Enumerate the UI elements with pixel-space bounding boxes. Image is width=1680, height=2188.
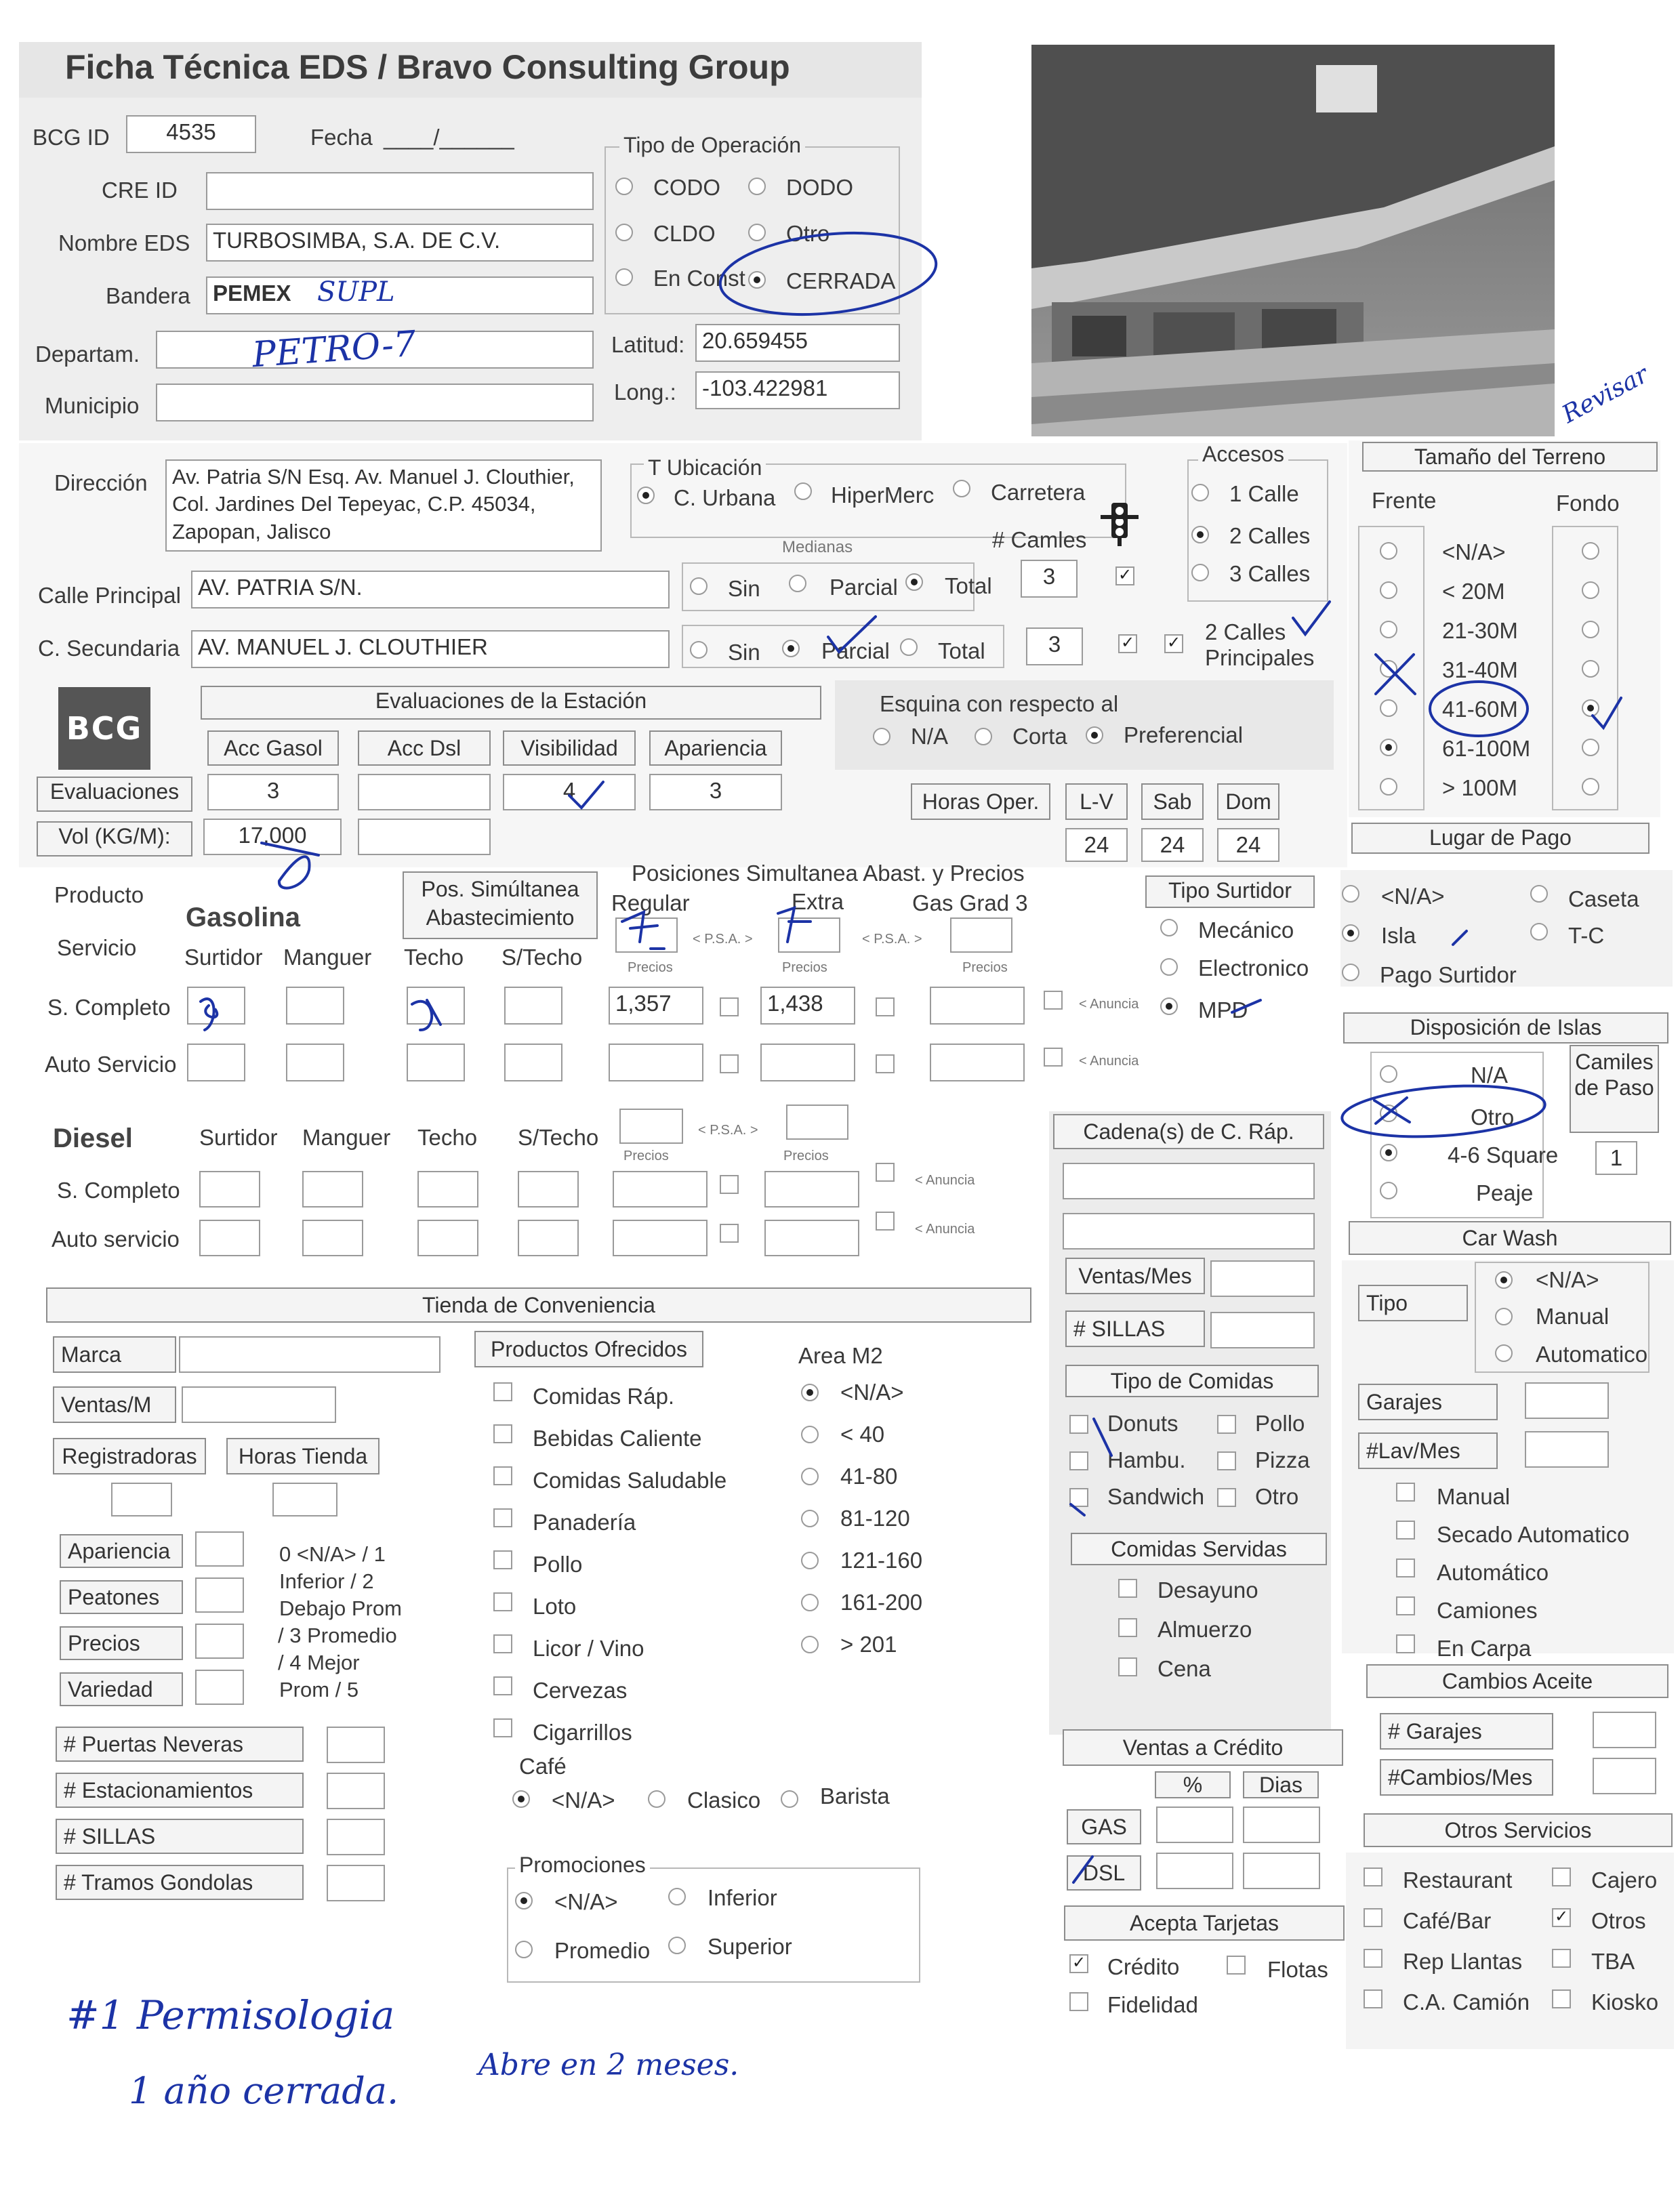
comida-label-3: Pizza bbox=[1255, 1447, 1310, 1472]
pos-simultanea-text: Pos. Simúltanea Abastecimiento bbox=[421, 877, 579, 930]
gas-col-1: Manguer bbox=[283, 945, 372, 970]
form-title: Ficha Técnica EDS / Bravo Consulting Group bbox=[65, 48, 790, 86]
cafe-title: Café bbox=[519, 1754, 567, 1779]
label-tarjeta-flotas: Flotas bbox=[1267, 1957, 1328, 1982]
latitud-label: Latitud: bbox=[611, 332, 685, 357]
frente-label: Frente bbox=[1372, 488, 1437, 513]
promo-title: Promociones bbox=[515, 1854, 650, 1876]
photo-note: Revisar bbox=[1557, 360, 1654, 429]
day-value-0[interactable]: 24 bbox=[1065, 828, 1128, 862]
tienda-count-label-2: # SILLAS bbox=[56, 1819, 304, 1854]
producto-label-2: Comidas Saludable bbox=[533, 1468, 727, 1493]
label-mpd: MPD bbox=[1198, 997, 1248, 1023]
eval-value-0[interactable]: 3 bbox=[207, 774, 339, 810]
principal-checkbox[interactable]: ✓ bbox=[1115, 566, 1134, 585]
vol-field[interactable]: 17,000 bbox=[203, 819, 342, 855]
gas-psa-2: < P.S.A. > bbox=[862, 932, 922, 947]
producto-label-4: Pollo bbox=[533, 1552, 583, 1577]
c-secundaria-field[interactable]: AV. MANUEL J. CLOUTHIER bbox=[191, 630, 670, 668]
evaluaciones-row-label: Evaluaciones bbox=[37, 777, 192, 812]
bandera-note: SUPL bbox=[317, 276, 395, 308]
productos-title: Productos Ofrecidos bbox=[474, 1331, 703, 1367]
cafe-label-2: Barista bbox=[820, 1783, 890, 1809]
calle-principal-label: Calle Principal bbox=[38, 583, 181, 608]
eval-value-3[interactable]: 3 bbox=[649, 774, 782, 810]
diesel-precios-2: Precios bbox=[783, 1149, 829, 1163]
area-label-6: > 201 bbox=[840, 1632, 897, 1657]
diesel-anuncia-0: < Anuncia bbox=[915, 1173, 975, 1188]
tienda-count-label-1: # Estacionamientos bbox=[56, 1773, 304, 1808]
gas-precios-regular: Precios bbox=[628, 960, 673, 975]
ventas-m-label: Ventas/M bbox=[53, 1386, 176, 1423]
cafe-label-0: <N/A> bbox=[552, 1788, 615, 1813]
label-carretera: Carretera bbox=[991, 480, 1086, 505]
long-label: Long.: bbox=[614, 379, 676, 405]
direccion-label: Dirección bbox=[54, 470, 148, 495]
principales-checkbox[interactable]: ✓ bbox=[1164, 634, 1183, 653]
comidas-servidas-title: Comidas Servidas bbox=[1071, 1533, 1327, 1565]
day-label-0: L-V bbox=[1065, 783, 1128, 820]
label-disp-na: N/A bbox=[1471, 1062, 1509, 1088]
label-tarjeta-credito: Crédito bbox=[1107, 1954, 1180, 1979]
diesel-col-2: Techo bbox=[417, 1125, 478, 1150]
label-principal-sin: Sin bbox=[728, 576, 760, 601]
credito-dias-label: Dias bbox=[1243, 1771, 1319, 1798]
label-en-const: En Const bbox=[653, 266, 745, 291]
gas-col-3: S/Techo bbox=[501, 945, 583, 970]
bcg-id-field[interactable]: 4535 bbox=[126, 115, 256, 153]
producto-label-5: Loto bbox=[533, 1594, 577, 1619]
secundaria-checkbox[interactable]: ✓ bbox=[1118, 634, 1137, 653]
area-label-3: 81-120 bbox=[840, 1506, 910, 1531]
cw-label-1: Secado Automatico bbox=[1437, 1522, 1630, 1547]
label-hipermerc: HiperMerc bbox=[831, 482, 935, 508]
bandera-field[interactable]: PEMEX bbox=[206, 276, 594, 314]
otros-label-2: Café/Bar bbox=[1403, 1908, 1492, 1933]
comida-label-2: Hambu. bbox=[1107, 1447, 1186, 1472]
departam-label: Departam. bbox=[35, 342, 140, 367]
grade-extra: Extra bbox=[792, 889, 844, 914]
servida-label-2: Cena bbox=[1157, 1656, 1211, 1681]
otros-label-7: Kiosko bbox=[1591, 1989, 1659, 2015]
gasolina-title: Gasolina bbox=[186, 903, 300, 932]
credito-row-label-0: GAS bbox=[1067, 1809, 1141, 1844]
sillas-label: # SILLAS bbox=[1065, 1310, 1205, 1347]
otros-check-3[interactable]: ✓ bbox=[1552, 1908, 1571, 1927]
gas-precios-extra: Precios bbox=[782, 960, 827, 975]
label-terreno-4: 41-60M bbox=[1442, 697, 1518, 722]
gas-anuncia-0: < Anuncia bbox=[1079, 997, 1139, 1012]
promo-label-1: Inferior bbox=[708, 1885, 777, 1910]
otros-label-0: Restaurant bbox=[1403, 1867, 1513, 1893]
label-c-urbana: C. Urbana bbox=[674, 485, 776, 510]
label-esquina-preferencial: Preferencial bbox=[1124, 722, 1244, 747]
eval-title: Evaluaciones de la Estación bbox=[201, 686, 821, 720]
diesel-col-1: Manguer bbox=[302, 1125, 391, 1150]
credito-title: Ventas a Crédito bbox=[1063, 1729, 1343, 1766]
gas-precios-gas3: Precios bbox=[962, 960, 1008, 975]
eval-col-1: Acc Dsl bbox=[358, 730, 491, 766]
gas-col-2: Techo bbox=[404, 945, 464, 970]
gas-col-0: Surtidor bbox=[184, 945, 263, 970]
cw-label-3: Camiones bbox=[1437, 1598, 1538, 1623]
fecha-value[interactable]: ____/______ bbox=[384, 125, 514, 150]
comida-label-1: Pollo bbox=[1255, 1411, 1305, 1436]
day-label-1: Sab bbox=[1141, 783, 1204, 820]
comida-label-5: Otro bbox=[1255, 1484, 1299, 1509]
label-terreno-3: 31-40M bbox=[1442, 657, 1518, 682]
tipo-comidas-title: Tipo de Comidas bbox=[1065, 1365, 1319, 1397]
label-codo: CODO bbox=[653, 175, 720, 200]
label-terreno-1: < 20M bbox=[1442, 579, 1505, 604]
long-field[interactable]: -103.422981 bbox=[695, 371, 900, 409]
producto-label-1: Bebidas Caliente bbox=[533, 1426, 702, 1451]
promo-label-0: <N/A> bbox=[554, 1889, 618, 1914]
comida-label-4: Sandwich bbox=[1107, 1484, 1205, 1509]
camiles-paso-text: Camiles de Paso bbox=[1574, 1050, 1654, 1100]
eval-value-2[interactable]: 4 bbox=[503, 774, 636, 810]
area-label-5: 161-200 bbox=[840, 1590, 923, 1615]
servida-label-0: Desayuno bbox=[1157, 1577, 1258, 1603]
municipio-label: Municipio bbox=[45, 393, 140, 418]
gas-row-label-0: S. Completo bbox=[47, 995, 171, 1020]
tienda-eval-label-3: Variedad bbox=[60, 1672, 183, 1706]
credito-pct-label: % bbox=[1155, 1771, 1231, 1798]
label-disp-peaje: Peaje bbox=[1476, 1180, 1534, 1205]
otros-label-4: Rep Llantas bbox=[1403, 1949, 1523, 1974]
area-label-2: 41-80 bbox=[840, 1464, 898, 1489]
label-mecanico: Mecánico bbox=[1198, 917, 1294, 943]
direccion-text: Av. Patria S/N Esq. Av. Manuel J. Clouthier, Col. Jardines Del Tepeyac, C.P. 45034, Zapopan, Jalisco bbox=[172, 465, 575, 543]
comida-label-0: Donuts bbox=[1107, 1411, 1179, 1436]
producto-label: Producto bbox=[54, 882, 144, 907]
tienda-scale-1: Inferior / 2 bbox=[279, 1569, 374, 1593]
label-disp-square: 4-6 Square bbox=[1448, 1142, 1559, 1168]
carwash-tipo-label: Tipo bbox=[1358, 1285, 1468, 1321]
diesel-psa: < P.S.A. > bbox=[698, 1123, 758, 1138]
tienda-title: Tienda de Conveniencia bbox=[46, 1287, 1031, 1323]
tienda-eval-label-2: Precios bbox=[60, 1626, 183, 1660]
note-1: #1 Permisologia bbox=[66, 1992, 395, 2038]
vol-label: Vol (KG/M): bbox=[37, 821, 192, 856]
label-terreno-0: <N/A> bbox=[1442, 539, 1506, 564]
esquina-title: Esquina con respecto al bbox=[880, 691, 1119, 716]
day-value-2[interactable]: 24 bbox=[1217, 828, 1279, 862]
bcg-id-label: BCG ID bbox=[33, 125, 110, 150]
cw-label-2: Automático bbox=[1437, 1560, 1549, 1585]
eval-col-3: Apariencia bbox=[649, 730, 782, 766]
label-cerrada: CERRADA bbox=[786, 268, 896, 293]
day-label-2: Dom bbox=[1217, 783, 1279, 820]
note-3: Abre en 2 meses. bbox=[478, 2048, 739, 2082]
pos-precios-label: Posiciones Simultanea Abast. y Precios bbox=[632, 861, 1025, 886]
label-3-calles: 3 Calles bbox=[1229, 561, 1311, 586]
label-cw-auto: Automatico bbox=[1536, 1342, 1648, 1367]
carwash-title: Car Wash bbox=[1349, 1221, 1671, 1255]
tienda-count-label-3: # Tramos Gondolas bbox=[56, 1865, 304, 1900]
label-disp-otro: Otro bbox=[1471, 1105, 1515, 1130]
nombre-field[interactable]: TURBOSIMBA, S.A. DE C.V. bbox=[206, 224, 594, 262]
label-2-calles: 2 Calles bbox=[1229, 523, 1311, 548]
horas-oper-label: Horas Oper. bbox=[911, 783, 1050, 820]
label-esquina-corta: Corta bbox=[1012, 724, 1067, 749]
diesel-row-label-0: S. Completo bbox=[57, 1178, 180, 1203]
promo-label-3: Superior bbox=[708, 1934, 792, 1959]
tienda-eval-label-0: Apariencia bbox=[60, 1534, 183, 1568]
eval-col-2: Visibilidad bbox=[503, 730, 636, 766]
medianas-label: Medianas bbox=[782, 538, 853, 556]
tipo-surtidor-title: Tipo Surtidor bbox=[1145, 875, 1315, 908]
camles-label: # Camles bbox=[992, 527, 1087, 552]
principal-camles-field[interactable]: 3 bbox=[1021, 560, 1078, 598]
bandera-label: Bandera bbox=[106, 283, 190, 308]
t-ubicacion-title: T Ubicación bbox=[644, 457, 766, 478]
cambios-mes-label: #Cambios/Mes bbox=[1380, 1759, 1553, 1796]
grade-gas3: Gas Grad 3 bbox=[912, 890, 1028, 915]
bcg-logo-text: BCG bbox=[66, 710, 143, 747]
marca-label: Marca bbox=[53, 1336, 176, 1373]
label-dodo: DODO bbox=[786, 175, 853, 200]
gas-extra-price-0[interactable]: 1,438 bbox=[760, 987, 855, 1025]
terreno-title: Tamaño del Terreno bbox=[1362, 442, 1658, 472]
producto-label-3: Panadería bbox=[533, 1510, 636, 1535]
label-secundaria-sin: Sin bbox=[728, 640, 760, 665]
tipo-operacion-title: Tipo de Operación bbox=[619, 134, 805, 156]
tienda-eval-label-1: Peatones bbox=[60, 1580, 183, 1614]
day-value-1[interactable]: 24 bbox=[1141, 828, 1204, 862]
producto-label-6: Licor / Vino bbox=[533, 1636, 644, 1661]
label-cw-manual: Manual bbox=[1536, 1304, 1610, 1329]
label-pago-surtidor: Pago Surtidor bbox=[1380, 962, 1517, 987]
secundaria-camles-field[interactable]: 3 bbox=[1026, 627, 1083, 665]
tienda-scale-0: 0 <N/A> / 1 bbox=[279, 1542, 386, 1566]
tienda-scale-2: Debajo Prom bbox=[279, 1596, 402, 1620]
cambios-title: Cambios Aceite bbox=[1366, 1664, 1668, 1698]
otros-label-1: Cajero bbox=[1591, 1867, 1658, 1893]
area-label-1: < 40 bbox=[840, 1422, 885, 1447]
lugar-pago-title: Lugar de Pago bbox=[1351, 823, 1650, 854]
registradoras-label: Registradoras bbox=[53, 1438, 206, 1474]
diesel-title: Diesel bbox=[53, 1123, 133, 1153]
lav-mes-label: #Lav/Mes bbox=[1358, 1432, 1498, 1469]
cw-label-4: En Carpa bbox=[1437, 1636, 1532, 1661]
camiles-paso-field[interactable]: 1 bbox=[1595, 1141, 1637, 1175]
fondo-label: Fondo bbox=[1556, 491, 1620, 516]
ventas-mes-label: Ventas/Mes bbox=[1065, 1258, 1205, 1294]
otros-title: Otros Servicios bbox=[1364, 1813, 1673, 1847]
tarjeta-credito-checkbox[interactable]: ✓ bbox=[1069, 1954, 1088, 1973]
diesel-anuncia-1: < Anuncia bbox=[915, 1222, 975, 1237]
label-terreno-6: > 100M bbox=[1442, 775, 1517, 800]
latitud-field[interactable]: 20.659455 bbox=[695, 324, 900, 362]
diesel-precios-1: Precios bbox=[623, 1149, 669, 1163]
cafe-label-1: Clasico bbox=[687, 1788, 761, 1813]
note-2: 1 año cerrada. bbox=[129, 2069, 399, 2112]
label-pago-caseta: Caseta bbox=[1568, 886, 1639, 911]
label-electronico: Electronico bbox=[1198, 955, 1309, 981]
c-secundaria-label: C. Secundaria bbox=[38, 636, 180, 661]
nombre-label: Nombre EDS bbox=[58, 230, 190, 255]
label-1-calle: 1 Calle bbox=[1229, 481, 1299, 506]
accesos-title: Accesos bbox=[1198, 443, 1288, 465]
tarjetas-title: Acepta Tarjetas bbox=[1064, 1905, 1345, 1941]
area-title: Area M2 bbox=[798, 1343, 883, 1368]
label-tarjeta-fidelidad: Fidelidad bbox=[1107, 1992, 1198, 2017]
diesel-col-0: Surtidor bbox=[199, 1125, 278, 1150]
tienda-count-label-0: # Puertas Neveras bbox=[56, 1727, 304, 1762]
tienda-scale-3: / 3 Promedio bbox=[278, 1624, 397, 1647]
gas-psa-1: < P.S.A. > bbox=[693, 932, 753, 947]
calles-principales-text: 2 Calles Principales bbox=[1205, 619, 1315, 670]
label-pago-tc: T-C bbox=[1568, 923, 1605, 948]
tienda-scale-5: Prom / 5 bbox=[279, 1678, 359, 1701]
label-esquina-na: N/A bbox=[911, 724, 949, 749]
label-otro-op: Otro bbox=[786, 221, 830, 246]
cre-id-label: CRE ID bbox=[102, 178, 178, 203]
producto-label-7: Cervezas bbox=[533, 1678, 628, 1703]
gas-regular-price-0[interactable]: 1,357 bbox=[609, 987, 703, 1025]
promo-label-2: Promedio bbox=[554, 1938, 651, 1963]
area-label-0: <N/A> bbox=[840, 1380, 904, 1405]
credito-row-label-1: DSL bbox=[1067, 1855, 1141, 1891]
grade-regular: Regular bbox=[611, 890, 690, 915]
label-pago-na: <N/A> bbox=[1381, 884, 1445, 909]
cadena-title: Cadena(s) de C. Ráp. bbox=[1053, 1114, 1324, 1149]
area-label-4: 121-160 bbox=[840, 1548, 923, 1573]
cw-label-0: Manual bbox=[1437, 1484, 1511, 1509]
departam-note: PETRO-7 bbox=[251, 323, 417, 376]
diesel-col-3: S/Techo bbox=[518, 1125, 599, 1150]
disposicion-title: Disposición de Islas bbox=[1343, 1012, 1668, 1044]
label-secundaria-total: Total bbox=[938, 638, 985, 663]
label-pago-isla: Isla bbox=[1381, 923, 1416, 948]
label-secundaria-parcial: Parcial bbox=[821, 638, 890, 663]
garajes-label: Garajes bbox=[1358, 1384, 1498, 1420]
servida-label-1: Almuerzo bbox=[1157, 1617, 1252, 1642]
cambios-garajes-label: # Garajes bbox=[1380, 1713, 1553, 1750]
producto-label-8: Cigarrillos bbox=[533, 1720, 632, 1745]
label-principal-parcial: Parcial bbox=[829, 575, 898, 600]
label-cw-na: <N/A> bbox=[1536, 1267, 1599, 1292]
gas-anuncia-1: < Anuncia bbox=[1079, 1054, 1139, 1069]
eval-col-0: Acc Gasol bbox=[207, 730, 339, 766]
label-terreno-2: 21-30M bbox=[1442, 618, 1518, 643]
calle-principal-field[interactable]: AV. PATRIA S/N. bbox=[191, 571, 670, 608]
gas-row-label-1: Auto Servicio bbox=[45, 1052, 177, 1077]
tienda-scale-4: / 4 Mejor bbox=[278, 1651, 360, 1674]
fecha-label: Fecha bbox=[310, 125, 373, 150]
otros-label-5: TBA bbox=[1591, 1949, 1635, 1974]
horas-tienda-label: Horas Tienda bbox=[226, 1438, 380, 1474]
label-terreno-5: 61-100M bbox=[1442, 736, 1531, 761]
producto-label-0: Comidas Ráp. bbox=[533, 1384, 675, 1409]
diesel-row-label-1: Auto servicio bbox=[52, 1226, 180, 1252]
otros-label-3: Otros bbox=[1591, 1908, 1646, 1933]
servicio-label: Servicio bbox=[57, 935, 137, 960]
otros-label-6: C.A. Camión bbox=[1403, 1989, 1530, 2015]
label-cldo: CLDO bbox=[653, 221, 716, 246]
label-principal-total: Total bbox=[945, 573, 992, 598]
